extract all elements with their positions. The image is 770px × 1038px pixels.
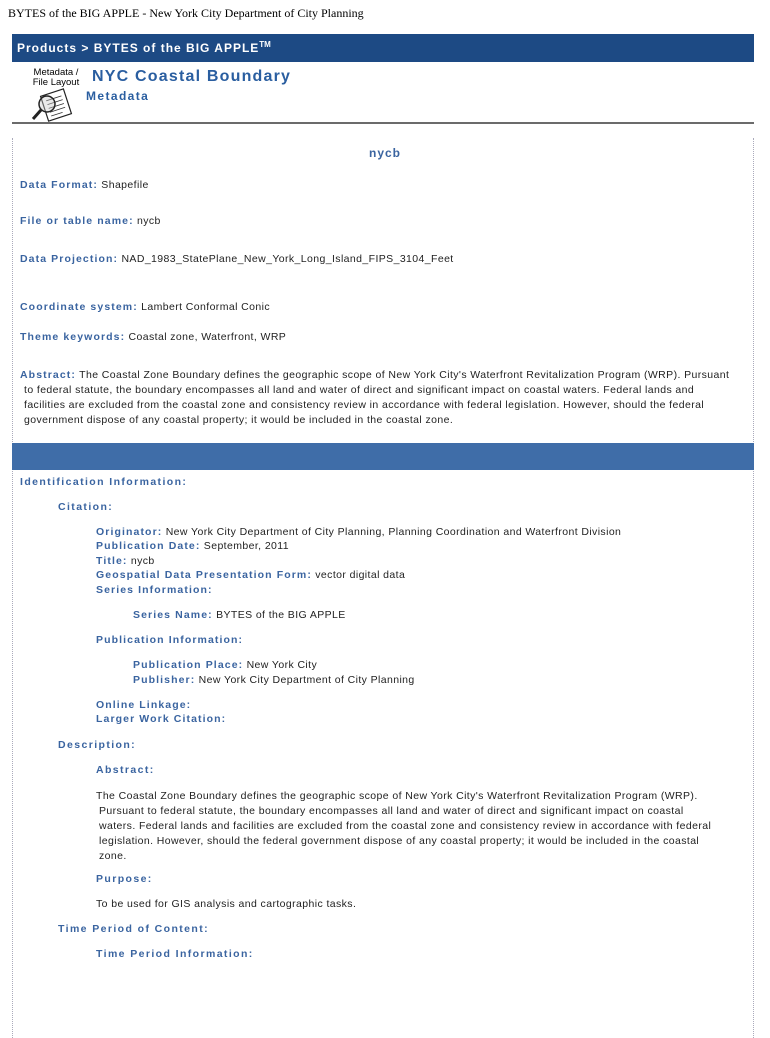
file-name-row (20, 215, 161, 227)
abstract-heading: Abstract: (96, 764, 155, 776)
abstract-label: Abstract: (20, 369, 76, 381)
originator-value: New York City Department of City Planning, Planning Coordination and Waterfront Division (165, 526, 622, 538)
publisher-row (133, 674, 415, 686)
projection-label: Data Projection: (20, 253, 119, 265)
title-value: nycb (130, 555, 155, 567)
keywords-label: Theme keywords: (20, 331, 126, 343)
description-line-5: zone. (99, 850, 127, 862)
time-period-information-heading: Time Period Information: (96, 948, 254, 960)
geospatial-form-label: Geospatial Data Presentation Form: (96, 569, 312, 581)
title-label: Title: (96, 555, 128, 567)
publication-date-value: September, 2011 (203, 540, 289, 552)
projection-value: NAD_1983_StatePlane_New_York_Long_Island_FIPS_3104_Feet (121, 253, 454, 265)
projection-row (20, 253, 454, 265)
publisher-value: New York City Department of City Planning (198, 674, 415, 686)
online-linkage-label: Online Linkage: (96, 699, 192, 711)
coordinate-system-label: Coordinate system: (20, 301, 138, 313)
data-format-row (20, 179, 149, 191)
description-line-1: The Coastal Zone Boundary defines the geographic scope of New York City's Waterfront Revitalization Program (WRP). (96, 790, 698, 802)
series-name-value: BYTES of the BIG APPLE (216, 609, 346, 621)
logo-label-line1: Metadata / (33, 67, 79, 78)
dataset-name: nycb (368, 146, 401, 160)
products-link[interactable]: Products (17, 41, 78, 55)
logo-label-line2: File Layout (32, 77, 80, 88)
breadcrumb-separator: > (81, 41, 90, 55)
publication-place-label: Publication Place: (133, 659, 244, 671)
magnifier-document-icon (30, 88, 82, 122)
coordinate-system-value: Lambert Conformal Conic (141, 301, 270, 313)
data-format-label: Data Format: (20, 179, 98, 191)
abstract-line-2: to federal statute, the boundary encompasses all land and water of direct and significant impact on coastal waters. Federal lands and (24, 384, 695, 396)
browser-title: BYTES of the BIG APPLE - New York City Department of City Planning (8, 6, 364, 20)
keywords-value: Coastal zone, Waterfront, WRP (128, 331, 287, 343)
data-format-value: Shapefile (101, 179, 149, 191)
breadcrumb-nav (12, 34, 754, 62)
description-line-2: Pursuant to federal statute, the boundary encompasses all land and water of direct and significant impact on coastal (99, 805, 684, 817)
abstract-summary (20, 368, 754, 428)
purpose-value: To be used for GIS analysis and cartographic tasks. (96, 898, 357, 910)
page-subtitle: Metadata (86, 89, 150, 103)
originator-row (96, 526, 621, 538)
trademark: TM (259, 40, 271, 49)
bytes-link[interactable]: BYTES of the BIG APPLE (93, 41, 260, 55)
abstract-line-3: facilities are excluded from the coastal zone and consistency review in accordance with federal legislation. However, should the federal (24, 399, 705, 411)
page-title: NYC Coastal Boundary (92, 68, 292, 85)
geospatial-form-value: vector digital data (315, 569, 406, 581)
publication-date-row (96, 540, 289, 552)
publication-place-value: New York City (246, 659, 318, 671)
publication-information-label: Publication Information: (96, 634, 244, 646)
publisher-label: Publisher: (133, 674, 196, 686)
larger-work-citation-label: Larger Work Citation: (96, 713, 227, 725)
coordinate-system-row (20, 301, 270, 313)
series-name-row (133, 609, 346, 621)
description-line-4: legislation. However, should the federal government dispose of any coastal property; it would be included in the coastal (99, 835, 700, 847)
publication-date-label: Publication Date: (96, 540, 201, 552)
series-information-label: Series Information: (96, 584, 213, 596)
keywords-row (20, 331, 286, 343)
description-heading: Description: (58, 739, 137, 751)
file-name-value: nycb (137, 215, 161, 227)
abstract-line-1: The Coastal Zone Boundary defines the geographic scope of New York City's Waterfront Revitalization Program (WRP). Pursuant (79, 369, 730, 381)
publication-place-row (133, 659, 317, 671)
description-abstract (96, 789, 746, 864)
title-row (96, 555, 155, 567)
citation-heading: Citation: (58, 501, 114, 513)
originator-label: Originator: (96, 526, 163, 538)
time-period-heading: Time Period of Content: (58, 923, 210, 935)
identification-heading: Identification Information: (20, 476, 188, 488)
abstract-line-4: government dispose of any coastal property; it would be included in the coastal zone. (24, 414, 454, 426)
series-name-label: Series Name: (133, 609, 213, 621)
file-name-label: File or table name: (20, 215, 134, 227)
geospatial-form-row (96, 569, 405, 581)
header-divider (12, 122, 754, 124)
section-divider-band (12, 443, 754, 470)
purpose-heading: Purpose: (96, 873, 153, 885)
description-line-3: waters. Federal lands and facilities are excluded from the coastal zone and consistency review in accordance with federal (99, 820, 712, 832)
page-header (12, 64, 754, 124)
metadata-logo[interactable] (26, 68, 88, 122)
